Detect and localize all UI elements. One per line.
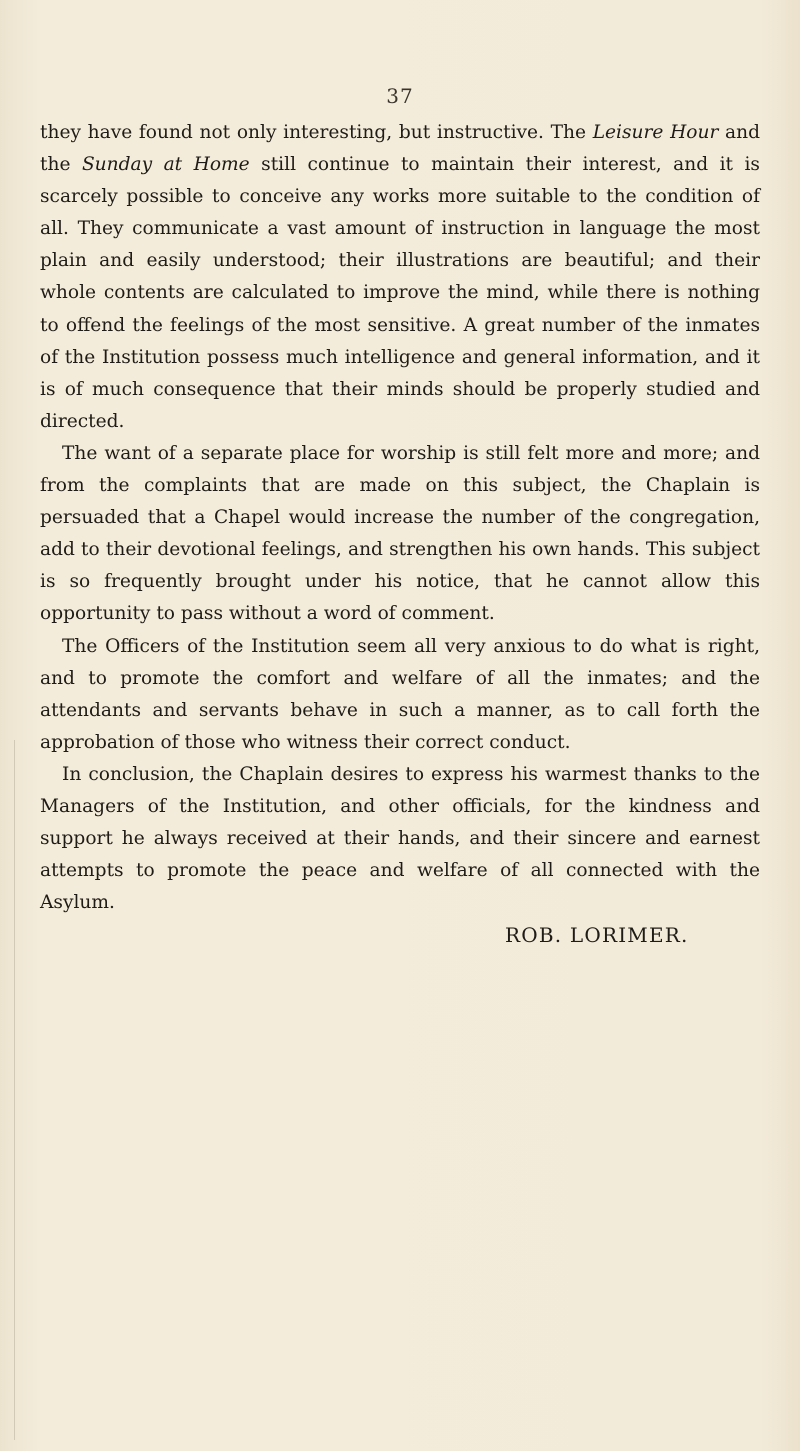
title-leisure-hour: Leisure Hour <box>592 122 719 143</box>
paragraph-1-part-b: and the <box>40 122 761 176</box>
title-sunday-at-home: Sunday at Home <box>81 154 250 176</box>
body-text <box>40 117 760 919</box>
paragraph-1-part-a: they have found not only interesting, but instructive. The <box>40 122 593 143</box>
paragraph-2: The want of a separate place for worship is still felt more and more; and from the complaints that are made on this subject, the Chaplain is persuaded that a Chapel would increase the number of the congregation, add to their devotional feelings, and strengthen his own hands. This subject is so frequently brought under his notice, that he cannot allow this opportunity to pass without a word of comment. <box>40 442 760 625</box>
paragraph-1 <box>40 117 760 438</box>
page-number: 37 <box>386 84 414 108</box>
page-edge-mark <box>14 740 15 1440</box>
paragraph-4: In conclusion, the Chaplain desires to express his warmest thanks to the Managers of the Institution, and other officials, for the kindness and support he always received at their hands, and their sincere and earnest attempts to promote the peace and welfare of all connected with the Asylum. <box>40 763 760 914</box>
paragraph-3: The Officers of the Institution seem all very anxious to do what is right, and to promote the comfort and welfare of all the inmates; and the attendants and servants behave in such a manner, as to call forth the approbation of those who witness their correct conduct. <box>40 635 760 753</box>
paragraph-1-part-c: still continue to maintain their interest, and it is scarcely possible to conceive any works more suitable to the condition of all. They communicate a vast amount of instruction in language the most plain and easily understood; their illustrations are beautiful; and their whole contents are calculated to improve the mind, while there is nothing to offend the feelings of the most sensitive. A great number of the inmates of the Institution possess much intelligence and general information, and it is of much consequence that their minds should be properly studied and directed. <box>40 154 760 432</box>
signature: ROB. LORIMER. <box>505 923 689 947</box>
